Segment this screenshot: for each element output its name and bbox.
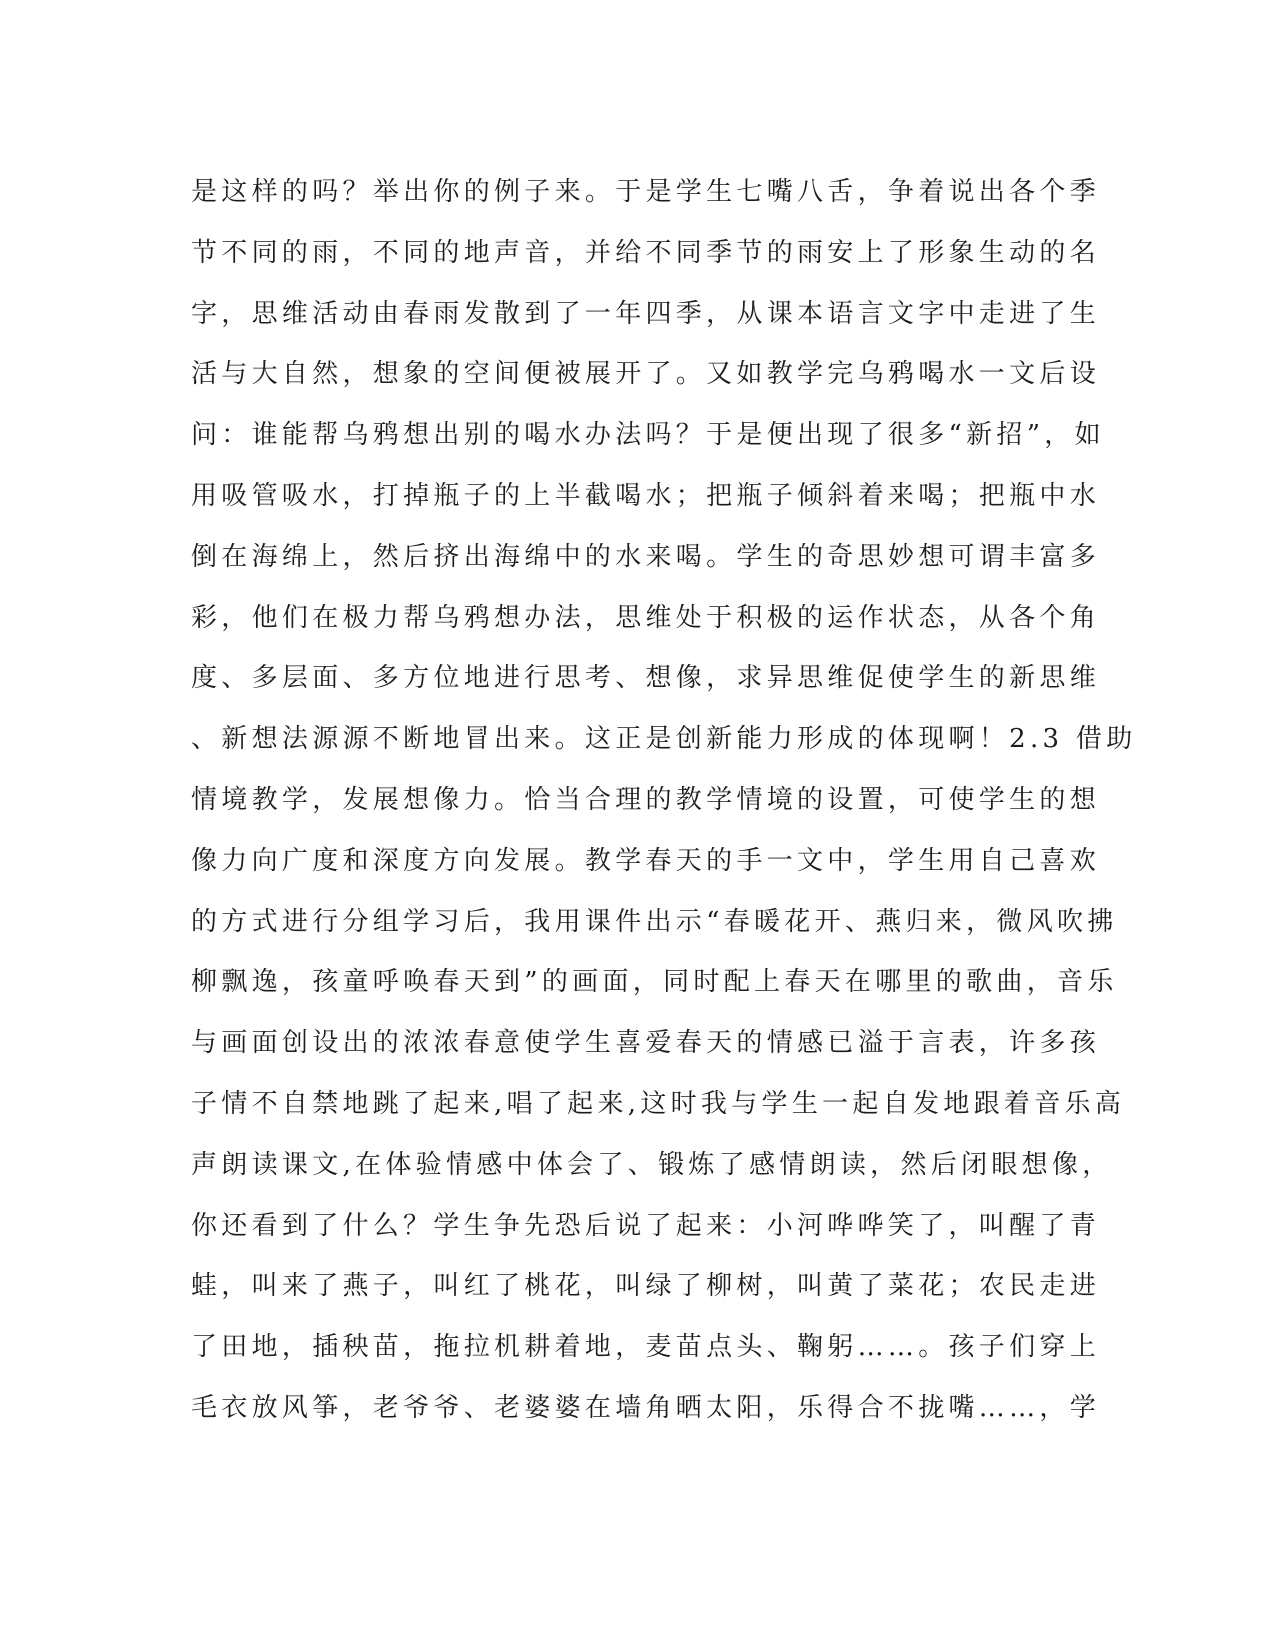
text-line-18: 你还看到了什么？学生争先恐后说了起来：小河哗哗笑了，叫醒了青 [191, 1210, 1101, 1241]
text-line-17: 声朗读课文,在体验情感中体会了、锻炼了感情朗读，然后闭眼想像， [191, 1149, 1113, 1180]
text-line-5: 问：谁能帮乌鸦想出别的喝水办法吗？于是便出现了很多“新招”，如 [191, 420, 1105, 451]
text-line-14: 柳飘逸，孩童呼唤春天到”的画面，同时配上春天在哪里的歌曲，音乐 [191, 967, 1118, 998]
body-text [191, 162, 1137, 1439]
text-line-16: 子情不自禁地跳了起来,唱了起来,这时我与学生一起自发地跟着音乐高 [191, 1088, 1126, 1119]
text-line-21: 毛衣放风筝，老爷爷、老婆婆在墙角晒太阳，乐得合不拢嘴……，学 [191, 1392, 1101, 1423]
text-line-2: 节不同的雨，不同的地声音，并给不同季节的雨安上了形象生动的名 [191, 237, 1101, 268]
text-line-15: 与画面创设出的浓浓春意使学生喜爱春天的情感已溢于言表，许多孩 [191, 1028, 1101, 1059]
text-line-6: 用吸管吸水，打掉瓶子的上半截喝水；把瓶子倾斜着来喝；把瓶中水 [191, 480, 1101, 511]
text-line-8: 彩，他们在极力帮乌鸦想办法，思维处于积极的运作状态，从各个角 [191, 602, 1101, 633]
text-line-3: 字，思维活动由春雨发散到了一年四季，从课本语言文字中走进了生 [191, 298, 1101, 329]
text-line-4: 活与大自然，想象的空间便被展开了。又如教学完乌鸦喝水一文后设 [191, 359, 1101, 390]
text-line-19: 蛙，叫来了燕子，叫红了桃花，叫绿了柳树，叫黄了菜花；农民走进 [191, 1271, 1101, 1302]
text-line-7: 倒在海绵上，然后挤出海绵中的水来喝。学生的奇思妙想可谓丰富多 [191, 541, 1101, 572]
text-line-12: 像力向广度和深度方向发展。教学春天的手一文中，学生用自己喜欢 [191, 845, 1101, 876]
text-line-9: 度、多层面、多方位地进行思考、想像，求异思维促使学生的新思维 [191, 663, 1101, 694]
text-line-1: 是这样的吗？举出你的例子来。于是学生七嘴八舌，争着说出各个季 [191, 177, 1101, 207]
text-line-10: 、新想法源源不断地冒出来。这正是创新能力形成的体现啊！2.3 借助 [191, 724, 1137, 755]
text-line-13: 的方式进行分组学习后，我用课件出示“春暖花开、燕归来，微风吹拂 [191, 906, 1118, 937]
text-line-20: 了田地，插秧苗，拖拉机耕着地，麦苗点头、鞠躬……。孩子们穿上 [191, 1332, 1101, 1363]
text-line-11: 情境教学，发展想像力。恰当合理的教学情境的设置，可使学生的想 [191, 784, 1101, 815]
